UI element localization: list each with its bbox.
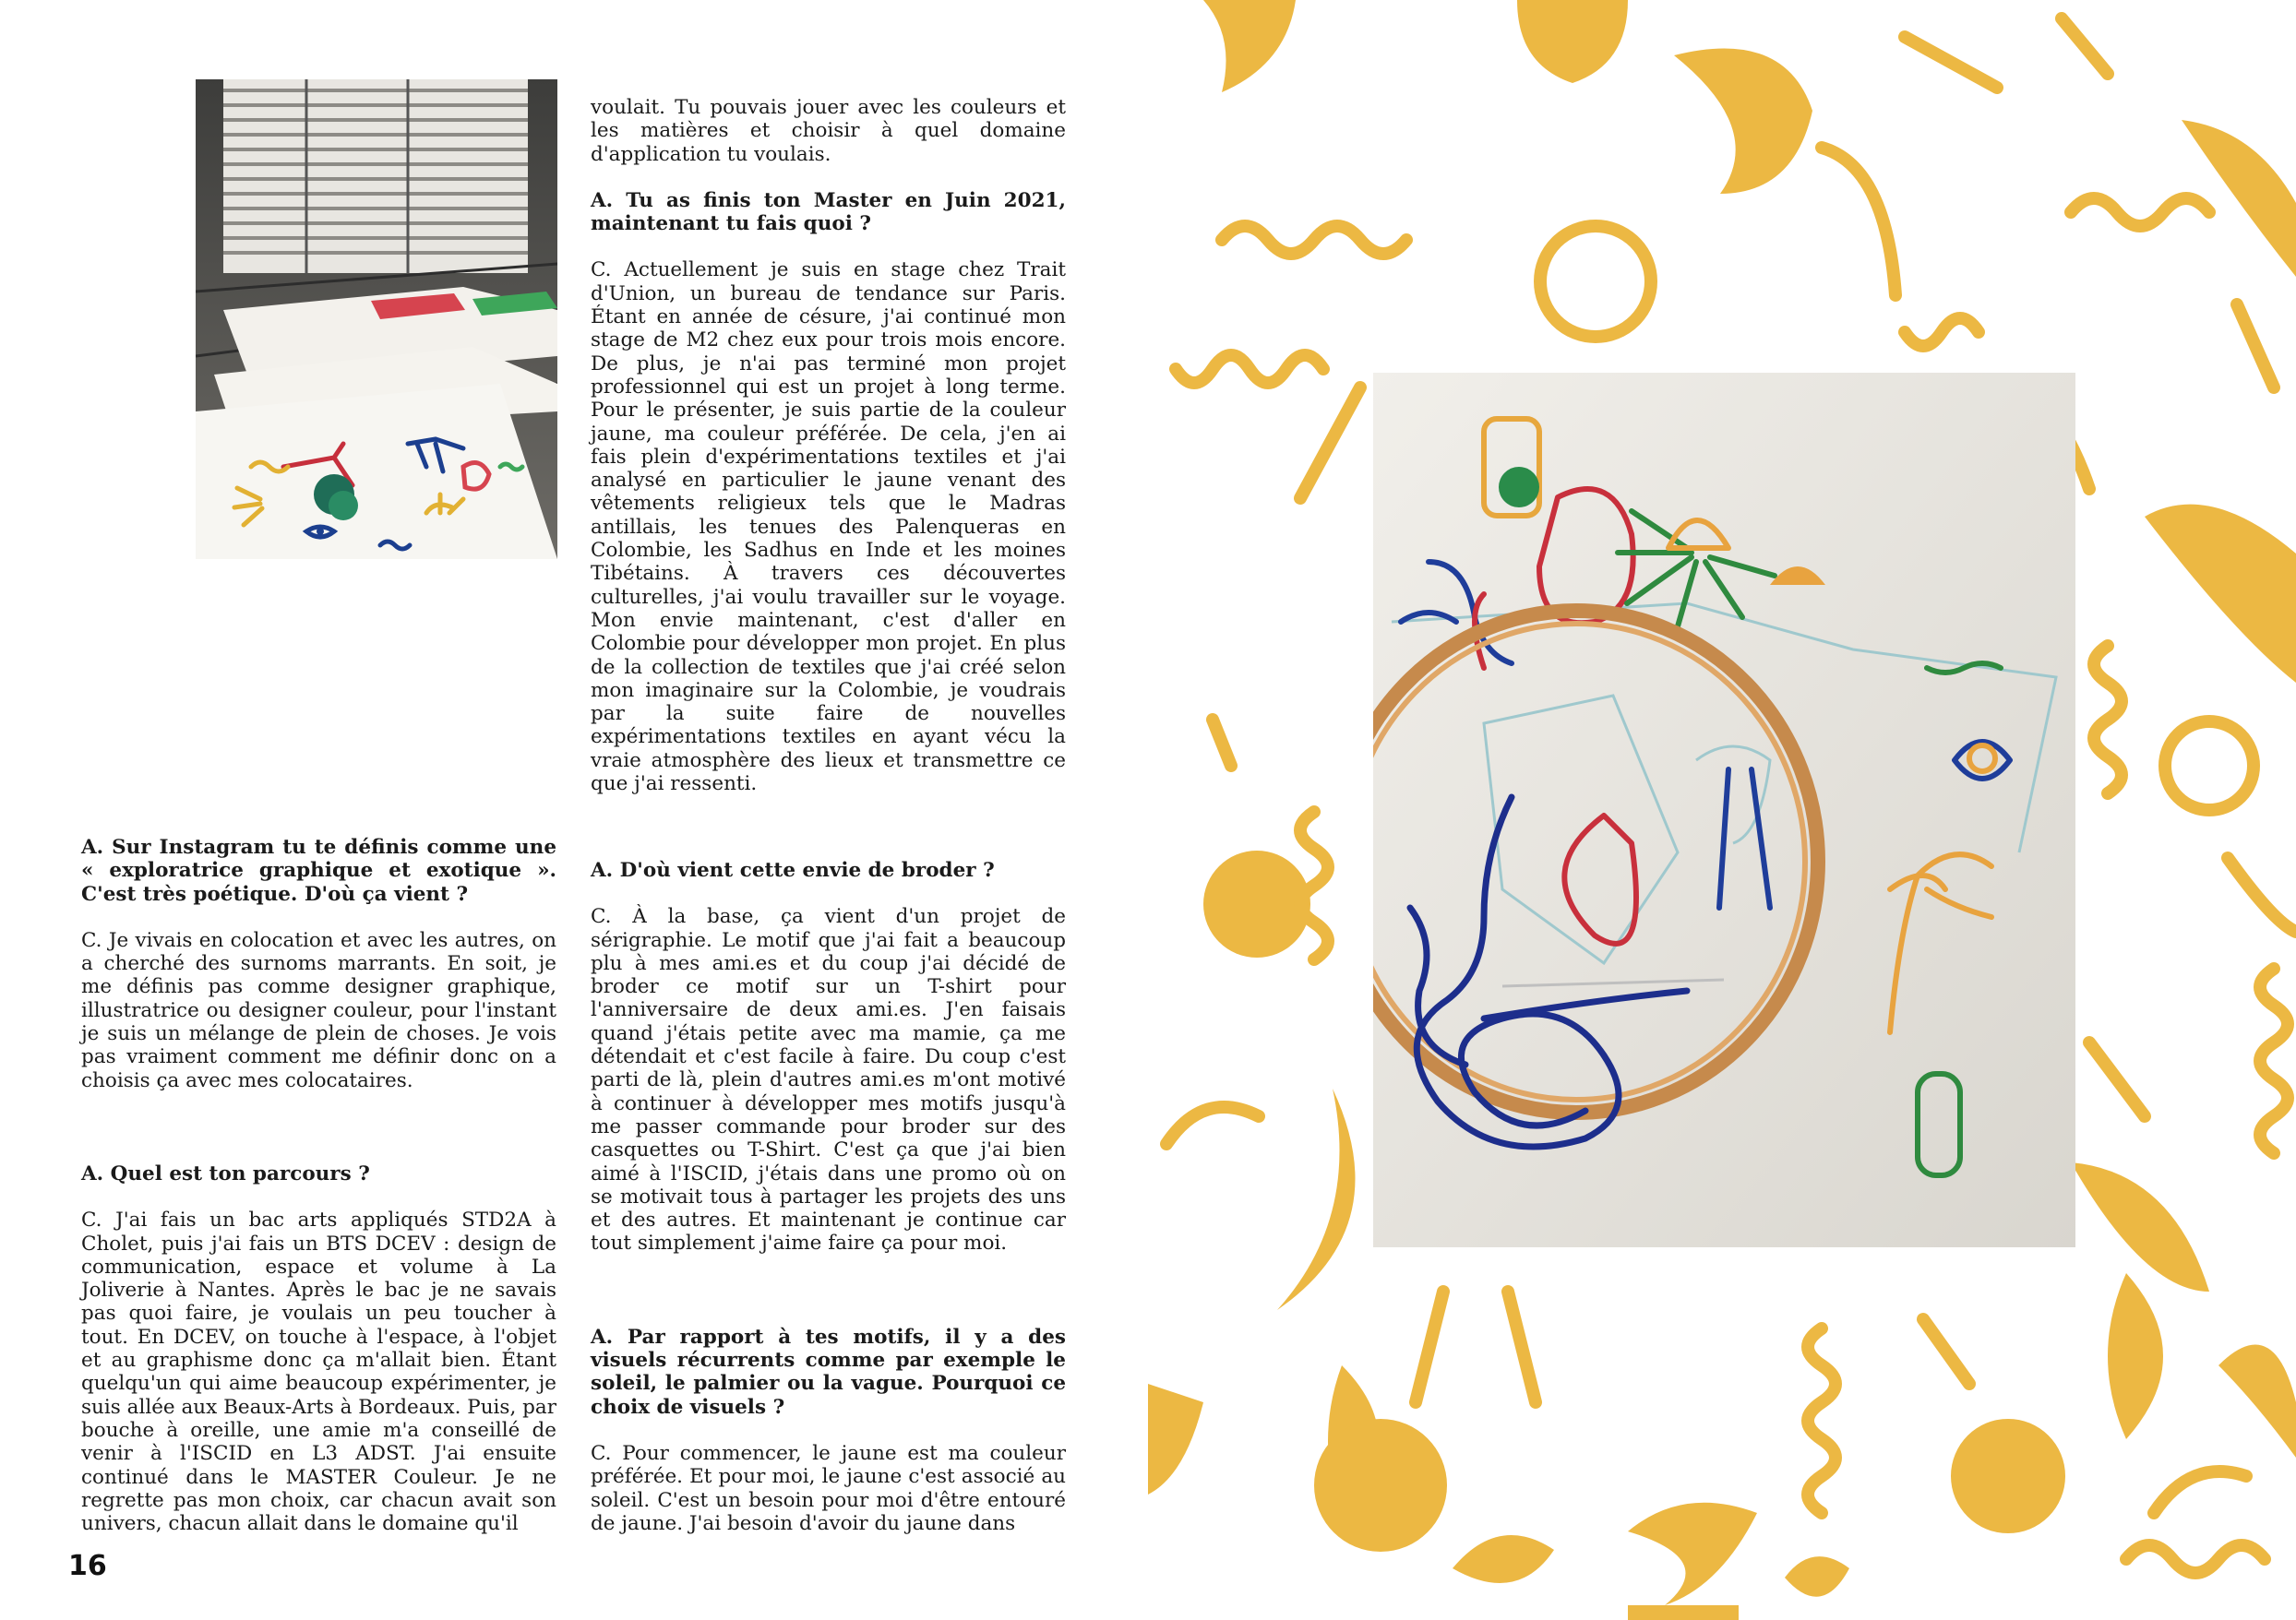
column-left-bottom — [81, 836, 556, 1535]
answer-broder: C. À la base, ça vient d'un projet de sérigraphie. Le motif que j'ai fait a beaucoup plu à mes ami.es et du coup j'ai décidé de broder ce motif sur un T-shirt pour l'anniversaire de deux ami.es. J'en faisais quand j'étais petite avec ma mamie, ça me détendait et c'est facile à faire. Du coup c'est parti de là, plein d'autres ami.es m'ont motivé à continuer à développer mes motifs jusqu'à me passer commande pour broder sur des casquettes ou T-Shirt. C'est ça que j'ai bien aimé à l'ISCID, j'étais dans une promo où on se motivait tous à partager les projets des uns et des autres. Et maintenant je continue car tout simplement j'aime faire ça pour moi. — [591, 905, 1066, 1256]
question-motifs: A. Par rapport à tes motifs, il y a des visuels récurrents comme par exemple le soleil, le palmier ou la vague. Pourquoi ce choix de visuels ? — [591, 1325, 1066, 1419]
screenprint-photo — [196, 79, 557, 559]
column-right-top — [591, 96, 1066, 795]
answer-instagram: C. Je vivais en colocation et avec les autres, on a cherché des surnoms marrants. En soit, je me définis pas comme designer graphique, illustratrice ou designer couleur, pour l'instant je suis un mélange de plein de choses. Je vois pas vraiment comment me définir donc on a choisis ça avec mes colocataires. — [81, 928, 556, 1092]
column-right-bottom — [591, 859, 1066, 1535]
question-master: A. Tu as finis ton Master en Juin 2021, maintenant tu fais quoi ? — [591, 188, 1066, 236]
screenprint-illustration — [196, 79, 557, 559]
answer-parcours: C. J'ai fais un bac arts appliqués STD2A à Cholet, puis j'ai fais un BTS DCEV : design de communication, espace et volume à La Joliverie à Nantes. Après le bac je ne savais pas quoi faire, je voulais un peu toucher à tout. En DCEV, on touche à l'espace, à l'objet et au graphisme donc ça m'allait bien. Étant quelqu'un qui aime beaucoup expérimenter, je suis allée aux Beaux-Arts à Bordeaux. Puis, par bouche à oreille, une amie m'a conseillé de venir à l'ISCID en L3 ADST. J'ai ensuite continué dans le MASTER Couleur. Je ne regrette pas mon choix, car chacun avait son univers, chacun allait dans le domaine qu'il — [81, 1209, 556, 1536]
question-parcours: A. Quel est ton parcours ? — [81, 1161, 370, 1185]
right-page — [1148, 0, 2296, 1620]
question-broder: A. D'où vient cette envie de broder ? — [591, 859, 995, 882]
page-number: 16 — [68, 1550, 107, 1582]
question-instagram: A. Sur Instagram tu te définis comme une « exploratrice graphique et exotique ». C'est très poétique. D'où ça vient ? — [81, 836, 556, 906]
embroidery-photo — [1373, 373, 2075, 1247]
answer-master: C. Actuellement je suis en stage chez Trait d'Union, un bureau de tendance sur Paris. Étant en année de césure, j'ai continué mon stage de M2 chez eux pour trois mois encore. De plus, je n'ai pas terminé mon projet professionnel qui est un projet à long terme. Pour le présenter, je suis partie de la couleur jaune, ma couleur préférée. De cela, j'en ai fais plein d'expérimentations textiles et j'ai analysé en particulier le jaune venant des vêtements religieux tels que le Madras antillais, les tenues des Palenqueras en Colombie, les Sadhus en Inde et les moines Tibétains. À travers ces découvertes culturelles, j'ai voulu travailler sur le voyage. Mon envie maintenant, c'est d'aller en Colombie pour développer mon projet. En plus de la collection de textiles que j'ai créé selon mon imaginaire sur la Colombie, je voudrais par la suite faire de nouvelles expérimentations textiles en ayant vécu la vraie atmosphère des lieux et transmettre ce que j'ai ressenti. — [591, 258, 1066, 796]
answer-motifs: C. Pour commencer, le jaune est ma couleur préférée. Et pour moi, le jaune c'est associé au soleil. C'est un besoin pour moi d'être entouré de jaune. J'ai besoin d'avoir du jaune dans — [591, 1441, 1066, 1535]
embroidery-illustration — [1373, 373, 2075, 1247]
paragraph-intro: voulait. Tu pouvais jouer avec les couleurs et les matières et choisir à quel domaine d'application tu voulais. — [591, 96, 1066, 166]
